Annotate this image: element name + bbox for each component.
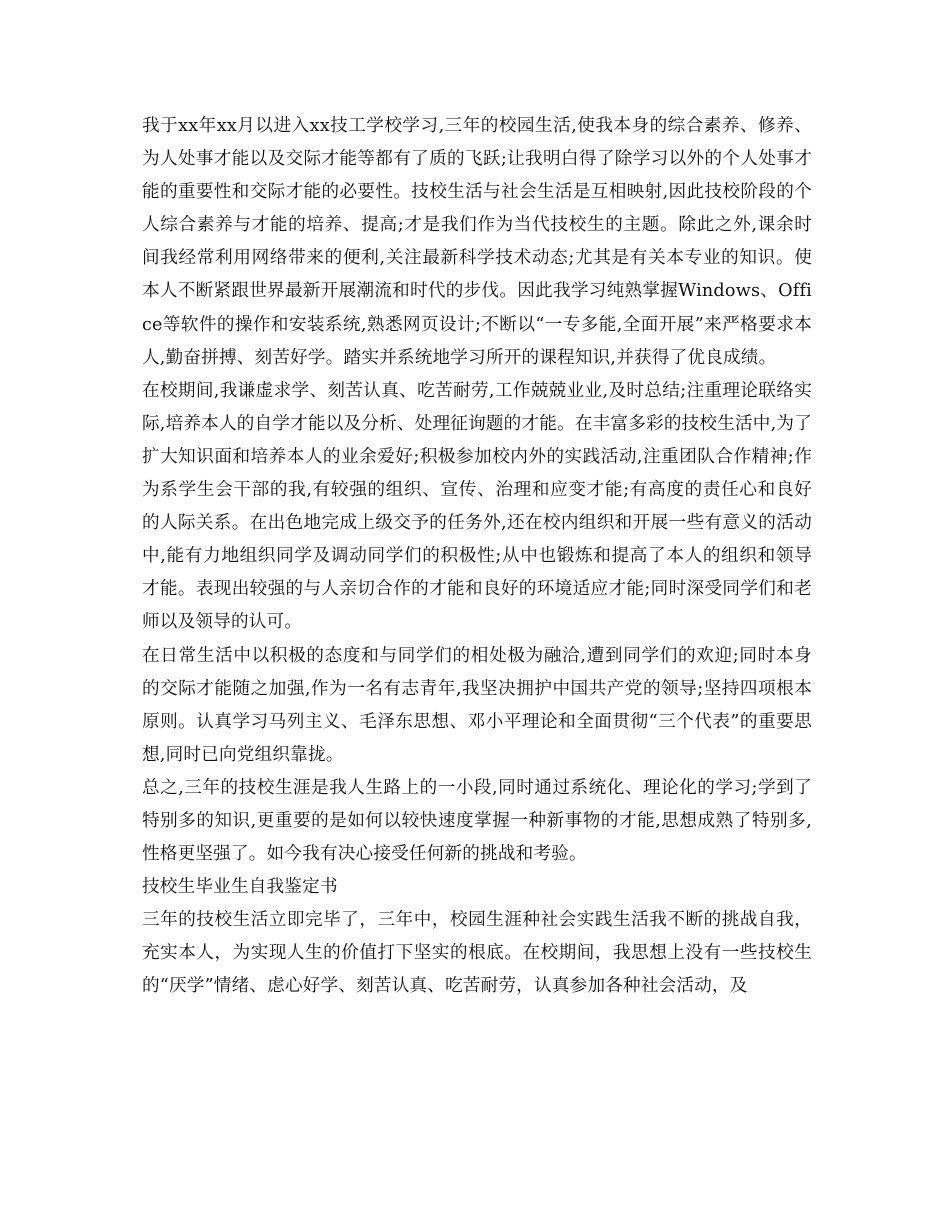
paragraph-4: 总之,三年的技校生涯是我人生路上的一小段,同时通过系统化、理论化的学习;学到了特别多的知识,更重要的是如何以较快速度掌握一种新事物的才能,思想成熟了特别多,性格更坚强了。如今我有决心接受任何新的挑战和考验。 (142, 777, 812, 865)
paragraph-3: 在日常生活中以积极的态度和与同学们的相处极为融洽,遭到同学们的欢迎;同时本身的交际才能随之加强,作为一名有志青年,我坚决拥护中国共产党的领导;坚持四项根本原则。认真学习马列主义、毛泽东思想、邓小平理论和全面贯彻“三个代表”的重要思想,同时已向党组织靠拢。 (142, 645, 812, 765)
section-title: 技校生毕业生自我鉴定书 (142, 877, 338, 898)
paragraph-2: 在校期间,我谦虚求学、刻苦认真、吃苦耐劳,工作兢兢业业,及时总结;注重理论联络实际,培养本人的自学才能以及分析、处理征询题的才能。在丰富多彩的技校生活中,为了扩大知识面和培养本人的业余爱好;积极参加校内外的实践活动,注重团队合作精神;作为系学生会干部的我,有较强的组织、宣传、治理和应变才能;有高度的责任心和良好的人际关系。在出色地完成上级交予的任务外,还在校内组织和开展一些有意义的活动中,能有力地组织同学及调动同学们的积极性;从中也锻炼和提高了本人的组织和领导才能。表现出较强的与人亲切合作的才能和良好的环境适应才能;同时深受同学们和老师以及领导的认可。 (142, 380, 812, 633)
paragraph-1: 我于xx年xx月以进入xx技工学校学习,三年的校园生活,使我本身的综合素养、修养、为人处事才能以及交际才能等都有了质的飞跃;让我明白得了除学习以外的个人处事才能的重要性和交际才能的必要性。技校生活与社会生活是互相映射,因此技校阶段的个人综合素养与才能的培养、提高;才是我们作为当代技校生的主题。除此之外,课余时间我经常利用网络带来的便利,关注最新科学技术动态;尤其是有关本专业的知识。使本人不断紧跟世界最新开展潮流和时代的步伐。因此我学习纯熟掌握Windows、Office等软件的操作和安装系统,熟悉网页设计;不断以“一专多能,全面开展”来严格要求本人,勤奋拼搏、刻苦好学。踏实并系统地学习所开的课程知识,并获得了优良成绩。 (142, 116, 812, 368)
document-page (142, 110, 812, 1004)
paragraph-5: 三年的技校生活立即完毕了，三年中，校园生涯种社会实践生活我不断的挑战自我，充实本人，为实现人生的价值打下坚实的根底。在校期间，我思想上没有一些技校生的“厌学”情绪、虑心好学、刻苦认真、吃苦耐劳，认真参加各种社会活动，及 (142, 910, 812, 997)
